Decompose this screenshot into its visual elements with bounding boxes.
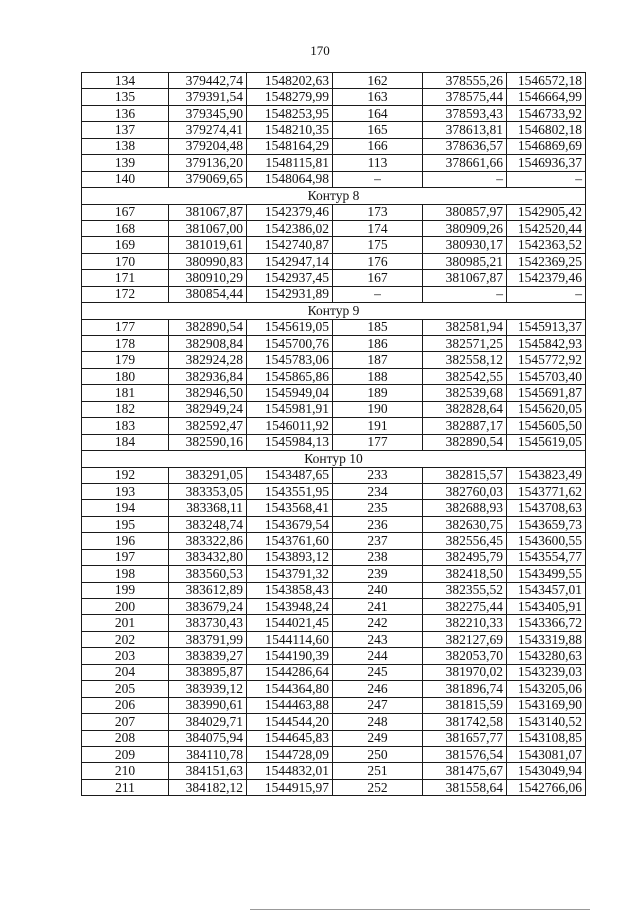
- x-coordinate-cell: 378613,81: [423, 122, 507, 138]
- x-coordinate-cell: 381475,67: [423, 763, 507, 779]
- x-coordinate-cell: 382908,84: [169, 336, 247, 352]
- x-coordinate-cell: 382542,55: [423, 368, 507, 384]
- x-coordinate-cell: 383291,05: [169, 467, 247, 483]
- point-number-cell: 167: [333, 270, 423, 286]
- y-coordinate-cell: 1546936,37: [507, 155, 586, 171]
- x-coordinate-cell: 378575,44: [423, 89, 507, 105]
- point-number-cell: 248: [333, 714, 423, 730]
- point-number-cell: 245: [333, 664, 423, 680]
- point-number-cell: 169: [82, 237, 169, 253]
- y-coordinate-cell: 1543554,77: [507, 549, 586, 565]
- y-coordinate-cell: 1545620,05: [507, 401, 586, 417]
- table-row: [82, 549, 586, 565]
- y-coordinate-cell: 1548210,35: [247, 122, 333, 138]
- table-row: [82, 336, 586, 352]
- point-number-cell: 209: [82, 746, 169, 762]
- point-number-cell: 239: [333, 566, 423, 582]
- x-coordinate-cell: 382275,44: [423, 599, 507, 615]
- point-number-cell: 251: [333, 763, 423, 779]
- x-coordinate-cell: 382418,50: [423, 566, 507, 582]
- table-row: [82, 566, 586, 582]
- table-row: [82, 631, 586, 647]
- x-coordinate-cell: 381067,00: [169, 220, 247, 236]
- point-number-cell: 198: [82, 566, 169, 582]
- point-number-cell: 193: [82, 483, 169, 499]
- x-coordinate-cell: 382890,54: [169, 319, 247, 335]
- point-number-cell: 238: [333, 549, 423, 565]
- coordinates-table-body: [82, 73, 586, 796]
- point-number-cell: 168: [82, 220, 169, 236]
- y-coordinate-cell: 1546733,92: [507, 105, 586, 121]
- section-header-row: [82, 451, 586, 467]
- x-coordinate-cell: 382890,54: [423, 434, 507, 450]
- x-coordinate-cell: –: [423, 286, 507, 302]
- x-coordinate-cell: 378636,57: [423, 138, 507, 154]
- point-number-cell: 177: [82, 319, 169, 335]
- table-row: [82, 270, 586, 286]
- y-coordinate-cell: 1545842,93: [507, 336, 586, 352]
- x-coordinate-cell: 379391,54: [169, 89, 247, 105]
- point-number-cell: 243: [333, 631, 423, 647]
- x-coordinate-cell: 379274,41: [169, 122, 247, 138]
- x-coordinate-cell: 382558,12: [423, 352, 507, 368]
- y-coordinate-cell: 1542740,87: [247, 237, 333, 253]
- point-number-cell: 210: [82, 763, 169, 779]
- point-number-cell: 177: [333, 434, 423, 450]
- point-number-cell: 183: [82, 418, 169, 434]
- x-coordinate-cell: 379069,65: [169, 171, 247, 187]
- point-number-cell: 179: [82, 352, 169, 368]
- x-coordinate-cell: 383730,43: [169, 615, 247, 631]
- point-number-cell: 202: [82, 631, 169, 647]
- table-row: [82, 599, 586, 615]
- y-coordinate-cell: 1545605,50: [507, 418, 586, 434]
- x-coordinate-cell: 379204,48: [169, 138, 247, 154]
- x-coordinate-cell: 380854,44: [169, 286, 247, 302]
- x-coordinate-cell: 382630,75: [423, 516, 507, 532]
- point-number-cell: 247: [333, 697, 423, 713]
- point-number-cell: 237: [333, 533, 423, 549]
- table-row: [82, 516, 586, 532]
- point-number-cell: 138: [82, 138, 169, 154]
- page-bottom-line: [250, 909, 590, 910]
- x-coordinate-cell: 383839,27: [169, 648, 247, 664]
- point-number-cell: 175: [333, 237, 423, 253]
- x-coordinate-cell: 378593,43: [423, 105, 507, 121]
- point-number-cell: 113: [333, 155, 423, 171]
- y-coordinate-cell: 1543108,85: [507, 730, 586, 746]
- x-coordinate-cell: 383353,05: [169, 483, 247, 499]
- x-coordinate-cell: 382815,57: [423, 467, 507, 483]
- point-number-cell: 173: [333, 204, 423, 220]
- y-coordinate-cell: 1542520,44: [507, 220, 586, 236]
- table-row: [82, 253, 586, 269]
- table-row: [82, 122, 586, 138]
- point-number-cell: 205: [82, 681, 169, 697]
- point-number-cell: 244: [333, 648, 423, 664]
- y-coordinate-cell: –: [507, 286, 586, 302]
- y-coordinate-cell: 1545619,05: [507, 434, 586, 450]
- x-coordinate-cell: 378661,66: [423, 155, 507, 171]
- table-row: [82, 89, 586, 105]
- x-coordinate-cell: 383939,12: [169, 681, 247, 697]
- y-coordinate-cell: 1545703,40: [507, 368, 586, 384]
- x-coordinate-cell: 380985,21: [423, 253, 507, 269]
- x-coordinate-cell: 381576,54: [423, 746, 507, 762]
- x-coordinate-cell: 381558,64: [423, 779, 507, 795]
- x-coordinate-cell: 379442,74: [169, 73, 247, 89]
- x-coordinate-cell: 382760,03: [423, 483, 507, 499]
- y-coordinate-cell: 1543081,07: [507, 746, 586, 762]
- y-coordinate-cell: 1542379,46: [247, 204, 333, 220]
- table-row: [82, 779, 586, 795]
- point-number-cell: 191: [333, 418, 423, 434]
- y-coordinate-cell: 1543823,49: [507, 467, 586, 483]
- y-coordinate-cell: 1543205,06: [507, 681, 586, 697]
- point-number-cell: 241: [333, 599, 423, 615]
- table-row: [82, 615, 586, 631]
- table-row: [82, 418, 586, 434]
- section-label: Контур 10: [82, 451, 586, 467]
- y-coordinate-cell: 1544021,45: [247, 615, 333, 631]
- y-coordinate-cell: 1546664,99: [507, 89, 586, 105]
- y-coordinate-cell: 1542386,02: [247, 220, 333, 236]
- x-coordinate-cell: 381067,87: [423, 270, 507, 286]
- section-header-row: [82, 188, 586, 204]
- y-coordinate-cell: 1545865,86: [247, 368, 333, 384]
- y-coordinate-cell: 1548115,81: [247, 155, 333, 171]
- table-row: [82, 697, 586, 713]
- point-number-cell: 164: [333, 105, 423, 121]
- table-row: [82, 483, 586, 499]
- point-number-cell: 184: [82, 434, 169, 450]
- point-number-cell: 199: [82, 582, 169, 598]
- point-number-cell: 208: [82, 730, 169, 746]
- table-row: [82, 171, 586, 187]
- y-coordinate-cell: 1548164,29: [247, 138, 333, 154]
- point-number-cell: 135: [82, 89, 169, 105]
- y-coordinate-cell: 1544364,80: [247, 681, 333, 697]
- point-number-cell: 163: [333, 89, 423, 105]
- x-coordinate-cell: 384075,94: [169, 730, 247, 746]
- x-coordinate-cell: 382210,33: [423, 615, 507, 631]
- table-row: [82, 714, 586, 730]
- x-coordinate-cell: 381815,59: [423, 697, 507, 713]
- x-coordinate-cell: 382571,25: [423, 336, 507, 352]
- x-coordinate-cell: 381019,61: [169, 237, 247, 253]
- point-number-cell: 252: [333, 779, 423, 795]
- x-coordinate-cell: 383612,89: [169, 582, 247, 598]
- x-coordinate-cell: 378555,26: [423, 73, 507, 89]
- y-coordinate-cell: 1543405,91: [507, 599, 586, 615]
- y-coordinate-cell: 1545981,91: [247, 401, 333, 417]
- x-coordinate-cell: 381657,77: [423, 730, 507, 746]
- y-coordinate-cell: 1544114,60: [247, 631, 333, 647]
- point-number-cell: 206: [82, 697, 169, 713]
- y-coordinate-cell: 1542766,06: [507, 779, 586, 795]
- y-coordinate-cell: 1543948,24: [247, 599, 333, 615]
- point-number-cell: 200: [82, 599, 169, 615]
- table-row: [82, 237, 586, 253]
- point-number-cell: 189: [333, 385, 423, 401]
- point-number-cell: 176: [333, 253, 423, 269]
- y-coordinate-cell: 1544544,20: [247, 714, 333, 730]
- y-coordinate-cell: 1543049,94: [507, 763, 586, 779]
- x-coordinate-cell: 381742,58: [423, 714, 507, 730]
- point-number-cell: 246: [333, 681, 423, 697]
- y-coordinate-cell: 1543366,72: [507, 615, 586, 631]
- y-coordinate-cell: 1543551,95: [247, 483, 333, 499]
- point-number-cell: 233: [333, 467, 423, 483]
- point-number-cell: 203: [82, 648, 169, 664]
- y-coordinate-cell: 1543499,55: [507, 566, 586, 582]
- point-number-cell: 162: [333, 73, 423, 89]
- table-row: [82, 434, 586, 450]
- point-number-cell: 240: [333, 582, 423, 598]
- x-coordinate-cell: 383322,86: [169, 533, 247, 549]
- y-coordinate-cell: 1543659,73: [507, 516, 586, 532]
- x-coordinate-cell: 382495,79: [423, 549, 507, 565]
- x-coordinate-cell: 384151,63: [169, 763, 247, 779]
- point-number-cell: 171: [82, 270, 169, 286]
- x-coordinate-cell: 382355,52: [423, 582, 507, 598]
- point-number-cell: 187: [333, 352, 423, 368]
- y-coordinate-cell: 1544645,83: [247, 730, 333, 746]
- point-number-cell: 201: [82, 615, 169, 631]
- y-coordinate-cell: 1545913,37: [507, 319, 586, 335]
- point-number-cell: 178: [82, 336, 169, 352]
- x-coordinate-cell: 384110,78: [169, 746, 247, 762]
- x-coordinate-cell: 381067,87: [169, 204, 247, 220]
- y-coordinate-cell: 1543893,12: [247, 549, 333, 565]
- y-coordinate-cell: 1543239,03: [507, 664, 586, 680]
- table-row: [82, 286, 586, 302]
- y-coordinate-cell: 1543791,32: [247, 566, 333, 582]
- x-coordinate-cell: 382936,84: [169, 368, 247, 384]
- point-number-cell: 211: [82, 779, 169, 795]
- x-coordinate-cell: 383248,74: [169, 516, 247, 532]
- x-coordinate-cell: 382688,93: [423, 500, 507, 516]
- point-number-cell: 192: [82, 467, 169, 483]
- y-coordinate-cell: 1542379,46: [507, 270, 586, 286]
- x-coordinate-cell: 382590,16: [169, 434, 247, 450]
- point-number-cell: 250: [333, 746, 423, 762]
- y-coordinate-cell: 1545619,05: [247, 319, 333, 335]
- table-row: [82, 582, 586, 598]
- point-number-cell: 194: [82, 500, 169, 516]
- x-coordinate-cell: 382887,17: [423, 418, 507, 434]
- y-coordinate-cell: 1546572,18: [507, 73, 586, 89]
- table-row: [82, 73, 586, 89]
- y-coordinate-cell: 1543858,43: [247, 582, 333, 598]
- x-coordinate-cell: 384182,12: [169, 779, 247, 795]
- x-coordinate-cell: 380910,29: [169, 270, 247, 286]
- point-number-cell: 136: [82, 105, 169, 121]
- x-coordinate-cell: 383791,99: [169, 631, 247, 647]
- point-number-cell: 249: [333, 730, 423, 746]
- y-coordinate-cell: 1546869,69: [507, 138, 586, 154]
- x-coordinate-cell: 382924,28: [169, 352, 247, 368]
- x-coordinate-cell: 383560,53: [169, 566, 247, 582]
- x-coordinate-cell: 381970,02: [423, 664, 507, 680]
- point-number-cell: 174: [333, 220, 423, 236]
- point-number-cell: 167: [82, 204, 169, 220]
- table-row: [82, 138, 586, 154]
- x-coordinate-cell: –: [423, 171, 507, 187]
- table-row: [82, 664, 586, 680]
- x-coordinate-cell: 383990,61: [169, 697, 247, 713]
- y-coordinate-cell: 1543568,41: [247, 500, 333, 516]
- y-coordinate-cell: 1545783,06: [247, 352, 333, 368]
- x-coordinate-cell: 382539,68: [423, 385, 507, 401]
- x-coordinate-cell: 383895,87: [169, 664, 247, 680]
- point-number-cell: 242: [333, 615, 423, 631]
- x-coordinate-cell: 382949,24: [169, 401, 247, 417]
- y-coordinate-cell: 1543600,55: [507, 533, 586, 549]
- point-number-cell: 170: [82, 253, 169, 269]
- y-coordinate-cell: 1546802,18: [507, 122, 586, 138]
- x-coordinate-cell: 382828,64: [423, 401, 507, 417]
- point-number-cell: 139: [82, 155, 169, 171]
- table-row: [82, 220, 586, 236]
- y-coordinate-cell: 1543761,60: [247, 533, 333, 549]
- y-coordinate-cell: 1544728,09: [247, 746, 333, 762]
- coordinates-table: [81, 72, 586, 796]
- table-row: [82, 681, 586, 697]
- y-coordinate-cell: 1543708,63: [507, 500, 586, 516]
- point-number-cell: 134: [82, 73, 169, 89]
- y-coordinate-cell: 1542363,52: [507, 237, 586, 253]
- y-coordinate-cell: 1543771,62: [507, 483, 586, 499]
- point-number-cell: 188: [333, 368, 423, 384]
- table-row: [82, 467, 586, 483]
- x-coordinate-cell: 381896,74: [423, 681, 507, 697]
- y-coordinate-cell: 1546011,92: [247, 418, 333, 434]
- x-coordinate-cell: 379136,20: [169, 155, 247, 171]
- table-row: [82, 204, 586, 220]
- table-row: [82, 105, 586, 121]
- y-coordinate-cell: 1545949,04: [247, 385, 333, 401]
- table-row: [82, 730, 586, 746]
- y-coordinate-cell: 1548202,63: [247, 73, 333, 89]
- x-coordinate-cell: 382592,47: [169, 418, 247, 434]
- x-coordinate-cell: 382946,50: [169, 385, 247, 401]
- point-number-cell: 234: [333, 483, 423, 499]
- y-coordinate-cell: 1543169,90: [507, 697, 586, 713]
- y-coordinate-cell: 1542947,14: [247, 253, 333, 269]
- point-number-cell: 172: [82, 286, 169, 302]
- y-coordinate-cell: 1545772,92: [507, 352, 586, 368]
- y-coordinate-cell: 1544190,39: [247, 648, 333, 664]
- y-coordinate-cell: 1548064,98: [247, 171, 333, 187]
- point-number-cell: 204: [82, 664, 169, 680]
- x-coordinate-cell: 379345,90: [169, 105, 247, 121]
- table-row: [82, 352, 586, 368]
- section-label: Контур 8: [82, 188, 586, 204]
- point-number-cell: –: [333, 171, 423, 187]
- point-number-cell: 190: [333, 401, 423, 417]
- point-number-cell: 182: [82, 401, 169, 417]
- table-row: [82, 368, 586, 384]
- x-coordinate-cell: 383368,11: [169, 500, 247, 516]
- point-number-cell: 181: [82, 385, 169, 401]
- y-coordinate-cell: 1543319,88: [507, 631, 586, 647]
- point-number-cell: 165: [333, 122, 423, 138]
- point-number-cell: 207: [82, 714, 169, 730]
- section-header-row: [82, 303, 586, 319]
- point-number-cell: 137: [82, 122, 169, 138]
- point-number-cell: 180: [82, 368, 169, 384]
- table-row: [82, 319, 586, 335]
- page-number: 170: [310, 43, 330, 58]
- y-coordinate-cell: 1543487,65: [247, 467, 333, 483]
- y-coordinate-cell: 1542931,89: [247, 286, 333, 302]
- point-number-cell: 196: [82, 533, 169, 549]
- x-coordinate-cell: 380990,83: [169, 253, 247, 269]
- y-coordinate-cell: 1545984,13: [247, 434, 333, 450]
- table-row: [82, 746, 586, 762]
- point-number-cell: 195: [82, 516, 169, 532]
- y-coordinate-cell: 1548253,95: [247, 105, 333, 121]
- table-row: [82, 763, 586, 779]
- point-number-cell: –: [333, 286, 423, 302]
- table-row: [82, 155, 586, 171]
- point-number-cell: 186: [333, 336, 423, 352]
- point-number-cell: 185: [333, 319, 423, 335]
- y-coordinate-cell: –: [507, 171, 586, 187]
- section-label: Контур 9: [82, 303, 586, 319]
- y-coordinate-cell: 1545700,76: [247, 336, 333, 352]
- x-coordinate-cell: 383679,24: [169, 599, 247, 615]
- table-row: [82, 401, 586, 417]
- y-coordinate-cell: 1543457,01: [507, 582, 586, 598]
- x-coordinate-cell: 380909,26: [423, 220, 507, 236]
- point-number-cell: 166: [333, 138, 423, 154]
- point-number-cell: 235: [333, 500, 423, 516]
- y-coordinate-cell: 1542937,45: [247, 270, 333, 286]
- x-coordinate-cell: 382053,70: [423, 648, 507, 664]
- x-coordinate-cell: 380930,17: [423, 237, 507, 253]
- y-coordinate-cell: 1542369,25: [507, 253, 586, 269]
- y-coordinate-cell: 1544832,01: [247, 763, 333, 779]
- y-coordinate-cell: 1542905,42: [507, 204, 586, 220]
- table-row: [82, 500, 586, 516]
- x-coordinate-cell: 383432,80: [169, 549, 247, 565]
- x-coordinate-cell: 382127,69: [423, 631, 507, 647]
- table-row: [82, 533, 586, 549]
- table-row: [82, 648, 586, 664]
- point-number-cell: 140: [82, 171, 169, 187]
- y-coordinate-cell: 1544286,64: [247, 664, 333, 680]
- x-coordinate-cell: 380857,97: [423, 204, 507, 220]
- y-coordinate-cell: 1544463,88: [247, 697, 333, 713]
- table-row: [82, 385, 586, 401]
- y-coordinate-cell: 1543679,54: [247, 516, 333, 532]
- x-coordinate-cell: 382581,94: [423, 319, 507, 335]
- point-number-cell: 197: [82, 549, 169, 565]
- y-coordinate-cell: 1548279,99: [247, 89, 333, 105]
- x-coordinate-cell: 384029,71: [169, 714, 247, 730]
- point-number-cell: 236: [333, 516, 423, 532]
- y-coordinate-cell: 1543280,63: [507, 648, 586, 664]
- x-coordinate-cell: 382556,45: [423, 533, 507, 549]
- y-coordinate-cell: 1544915,97: [247, 779, 333, 795]
- y-coordinate-cell: 1545691,87: [507, 385, 586, 401]
- y-coordinate-cell: 1543140,52: [507, 714, 586, 730]
